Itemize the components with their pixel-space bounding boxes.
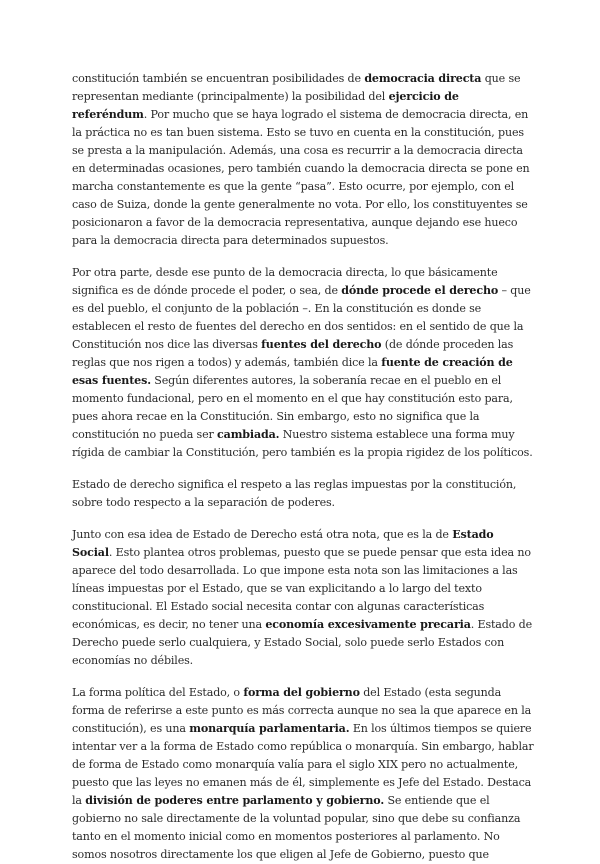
document-body <box>72 70 534 864</box>
text-run: Según diferentes autores, la soberanía recae en el pueblo en el momento fundacional, pero en el momento en el que hay constitución esto para, pues ahora recae en la Constitución. Sin embargo, esto no significa que la constitución no pueda ser <box>72 374 513 441</box>
text-run: . Por mucho que se haya logrado el sistema de democracia directa, en la práctica no es tan buen sistema. Esto se tuvo en cuenta en la constitución, pues se presta a la manipulación. Además, una cosa es recurrir a la democracia directa en determinadas ocasiones, pero también cuando la democracia directa se pone en marcha constantemente es que la gente “pasa”. Esto ocurre, por ejemplo, con el caso de Suiza, donde la gente generalmente no vota. Por ello, los constituyentes se posicionaron a favor de la democracia representativa, aunque dejando ese hueco para la democracia directa para determinados supuestos. <box>72 108 530 247</box>
bold-term: división de poderes entre parlamento y gobierno. <box>85 794 385 807</box>
bold-term: Estado Social <box>72 528 494 559</box>
text-run: La forma política del Estado, o <box>72 686 244 699</box>
text-run: del Estado (esta segunda forma de referirse a este punto es más correcta aunque no sea la que aparece en la constitución), es una <box>72 686 532 735</box>
bold-term: cambiada. <box>217 428 280 441</box>
text-run: que se representan mediante (principalmente) la posibilidad del <box>72 72 521 103</box>
bold-term: fuentes del derecho <box>261 338 382 351</box>
text-run: Estado de derecho significa el respeto a las reglas impuestas por la constitución, sobre todo respecto a la separación de poderes. <box>72 478 517 509</box>
bold-term: fuente de creación de esas fuentes. <box>72 356 513 387</box>
paragraph-2 <box>72 264 534 462</box>
bold-term: dónde procede el derecho <box>341 284 499 297</box>
text-run: (de dónde proceden las reglas que nos rigen a todos) y además, también dice la <box>72 338 514 369</box>
text-run: En los últimos tiempos se quiere intentar ver a la forma de Estado como república o monarquía. Sin embargo, hablar de forma de Estado como monarquía valía para el siglo XIX pero no actualmente, puesto que las leyes no emanen más de él, simplemente es Jefe del Estado. Destaca la <box>72 722 534 807</box>
text-run: . Estado de Derecho puede serlo cualquiera, y Estado Social, solo puede serlo Estados con economías no débiles. <box>72 618 532 667</box>
bold-term: ejercicio de referéndum <box>72 90 459 121</box>
text-run: Por otra parte, desde ese punto de la democracia directa, lo que básicamente significa es de dónde procede el poder, o sea, de <box>72 266 498 297</box>
paragraph-3 <box>72 476 534 512</box>
bold-term: economía excesivamente precaria <box>265 618 471 631</box>
text-run: . Esto plantea otros problemas, puesto que se puede pensar que esta idea no aparece del todo desarrollada. Lo que impone esta nota son las limitaciones a las líneas impuestas por el Estado, que se van explicitando a lo largo del texto constitucional. El Estado social necesita contar con algunas características económicas, es decir, no tener una <box>72 546 531 631</box>
paragraph-1 <box>72 70 534 250</box>
text-run: – que es del pueblo, el conjunto de la población –. En la constitución es donde se establecen el resto de fuentes del derecho en dos sentidos: en el sentido de que la Constitución nos dice las diversas <box>72 284 531 351</box>
text-run: Se entiende que el gobierno no sale directamente de la voluntad popular, sino que debe su confianza tanto en el momento inicial como en momentos posteriores al parlamento. No somos nosotros directamente los que eligen al Jefe de Gobierno, puesto que <box>72 794 521 861</box>
paragraph-4 <box>72 526 534 670</box>
text-run: Junto con esa idea de Estado de Derecho está otra nota, que es la de <box>72 528 453 541</box>
text-run: constitución también se encuentran posibilidades de <box>72 72 365 85</box>
bold-term: forma del gobierno <box>243 686 360 699</box>
paragraph-5 <box>72 684 534 864</box>
bold-term: monarquía parlamentaria. <box>189 722 350 735</box>
bold-term: democracia directa <box>364 72 482 85</box>
text-run: Nuestro sistema establece una forma muy rígida de cambiar la Constitución, pero también es la propia rigidez de los políticos. <box>72 428 533 459</box>
